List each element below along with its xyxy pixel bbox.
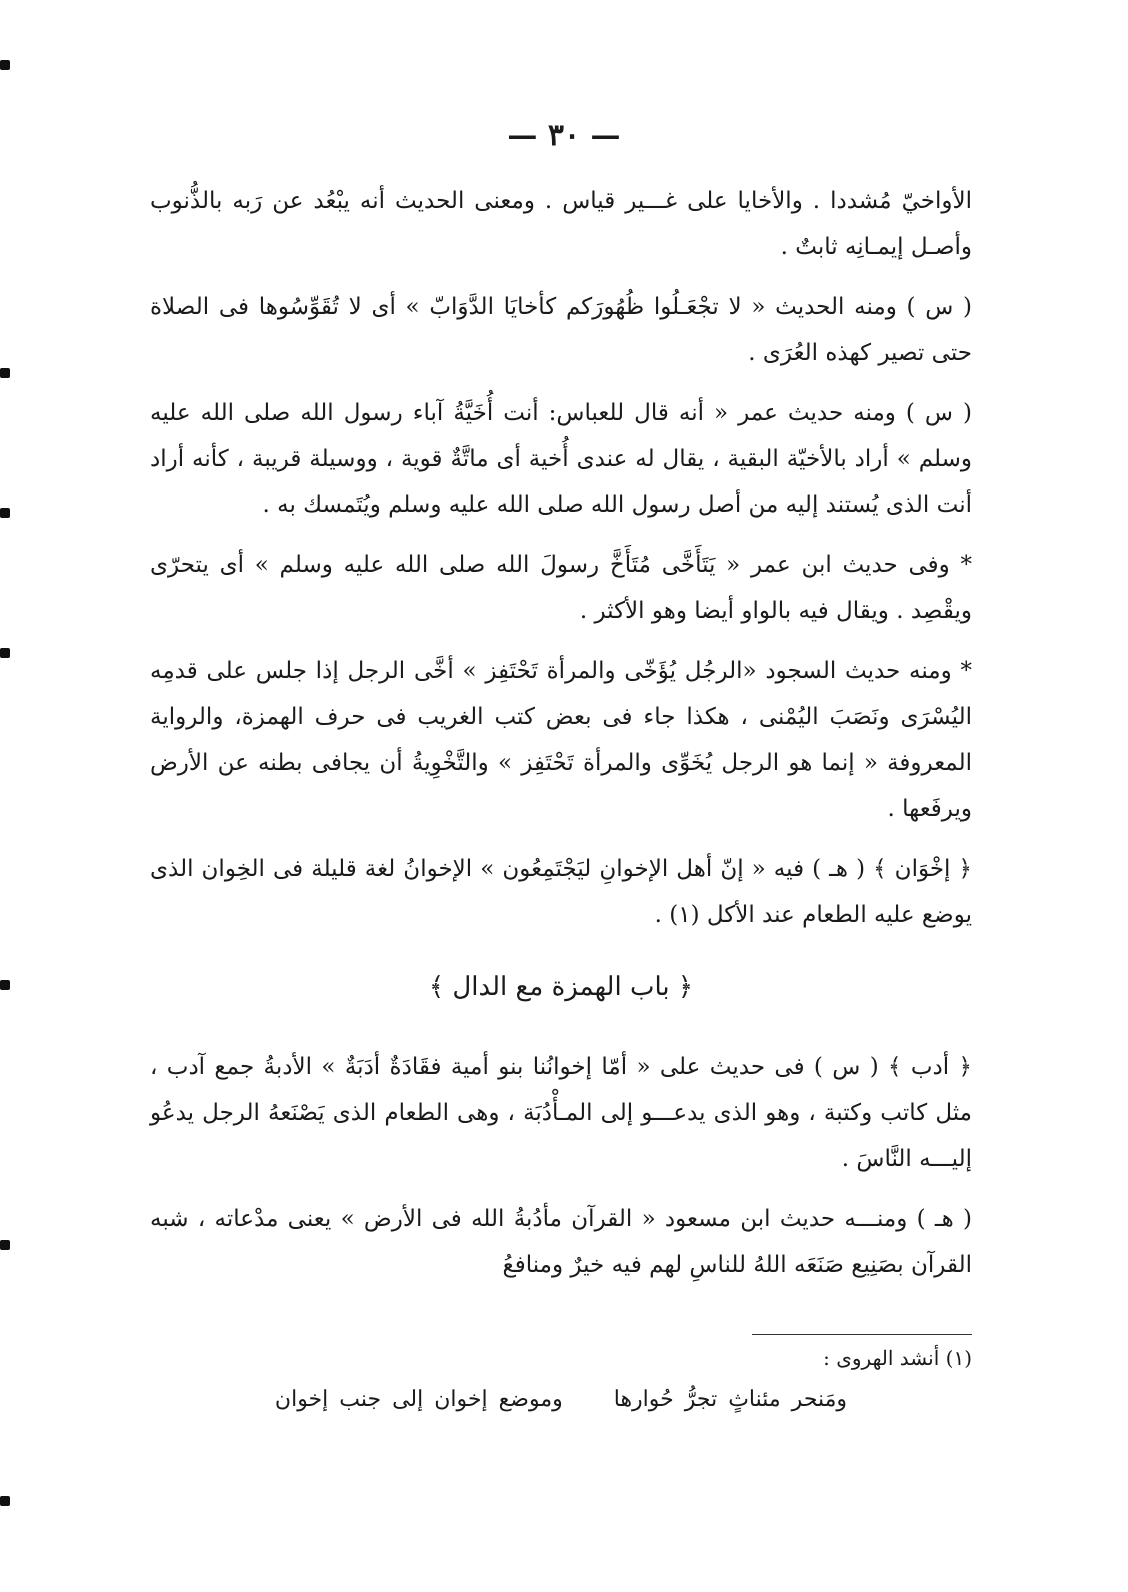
paragraph: ﴿ إخْوَان ﴾ ( هـ ) فيه « إنّ أهل الإخوانِ ليَجْتَمِعُون » الإخوانُ لغة قليلة فى الخِوان الذى يوضع عليه الطعام عند الأكل (١) .	[150, 856, 972, 928]
verse-second-hemistich: وموضع إخوان إلى جنب إخوان	[274, 1387, 563, 1412]
margin-mark	[0, 60, 10, 70]
margin-mark	[0, 980, 10, 990]
margin-mark	[0, 1496, 10, 1506]
margin-mark	[0, 648, 10, 658]
paragraph: ( س ) ومنه حديث عمر « أنه قال للعباس: أنت أُخَيَّةُ آباء رسول الله صلى الله عليه وسلم » أراد بالأخيّة البقية ، يقال له عندى أُخية أى ماتَّةٌ قوية ، ووسيلة قريبة ، كأنه أراد أنت الذى يُستند إليه من أصل رسول الله صلى الله عليه وسلم ويُتَمسك به .	[150, 400, 972, 518]
verse-first-hemistich: ومَنحر مئناثٍ تجرُّ حُوارها	[613, 1387, 848, 1412]
margin-mark	[0, 1240, 10, 1250]
footnote-verse	[150, 1380, 972, 1420]
paragraph: الأواخيّ مُشددا . والأخايا على غـــير قياس . ومعنى الحديث أنه يبْعُد عن رَبه بالذُّنوب وأصـل إيمـانِه ثابتٌ .	[150, 188, 972, 260]
footnote-label: (١) أنشد الهروى :	[823, 1346, 972, 1370]
section-heading: ﴿ باب الهمزة مع الدال ﴾	[428, 972, 694, 1002]
paragraph: * وفى حديث ابن عمر « يَتَأَخَّى مُتَأَخَّ رسولَ الله صلى الله عليه وسلم » أى يتحرّى ويقْصِد . ويقال فيه بالواو أيضا وهو الأكثر .	[150, 552, 972, 624]
body-text	[150, 178, 972, 1302]
paragraph: ﴿ أدب ﴾ ( س ) فى حديث على « أمّا إخوانُنا بنو أمية فقَادَةٌ أدَبَةٌ » الأدبةُ جمع آدب ، مثل كاتب وكتبة ، وهو الذى يدعـــو إلى المـأْدُبَة ، وهى الطعام الذى يَصْنَعهُ الرجل يدعُو إليـــه النَّاسَ .	[150, 1054, 972, 1172]
paragraph: * ومنه حديث السجود «الرجُل يُؤَخّى والمرأة تَحْتَفِز » أخَّى الرجل إذا جلس على قدمِه اليُسْرَى ونَصَبَ اليُمْنى ، هكذا جاء فى بعض كتب الغريب فى حرف الهمزة، والرواية المعروفة « إنما هو الرجل يُخَوِّى والمرأة تَحْتَفِز » والتَّخْوِيةُ أن يجافى بطنه عن الأرض ويرفَعها .	[150, 658, 972, 822]
page-number: — ٣٠ —	[507, 118, 621, 153]
footnote-divider	[752, 1334, 972, 1335]
paragraph: ( هـ ) ومنـــه حديث ابن مسعود « القرآن مأدُبةُ الله فى الأرض » يعنى مدْعاته ، شبه القرآن بصَنِيع صَنَعَه اللهُ للناسِ لهم فيه خيرٌ ومنافعُ	[150, 1206, 972, 1278]
margin-mark	[0, 508, 10, 518]
paragraph: ( س ) ومنه الحديث « لا تجْعَـلُوا ظُهُورَكم كأخايَا الدَّوَابّ » أى لا تُقَوِّسُوها فى الصلاة حتى تصير كهذه العُرَى .	[150, 294, 972, 366]
margin-mark	[0, 368, 10, 378]
